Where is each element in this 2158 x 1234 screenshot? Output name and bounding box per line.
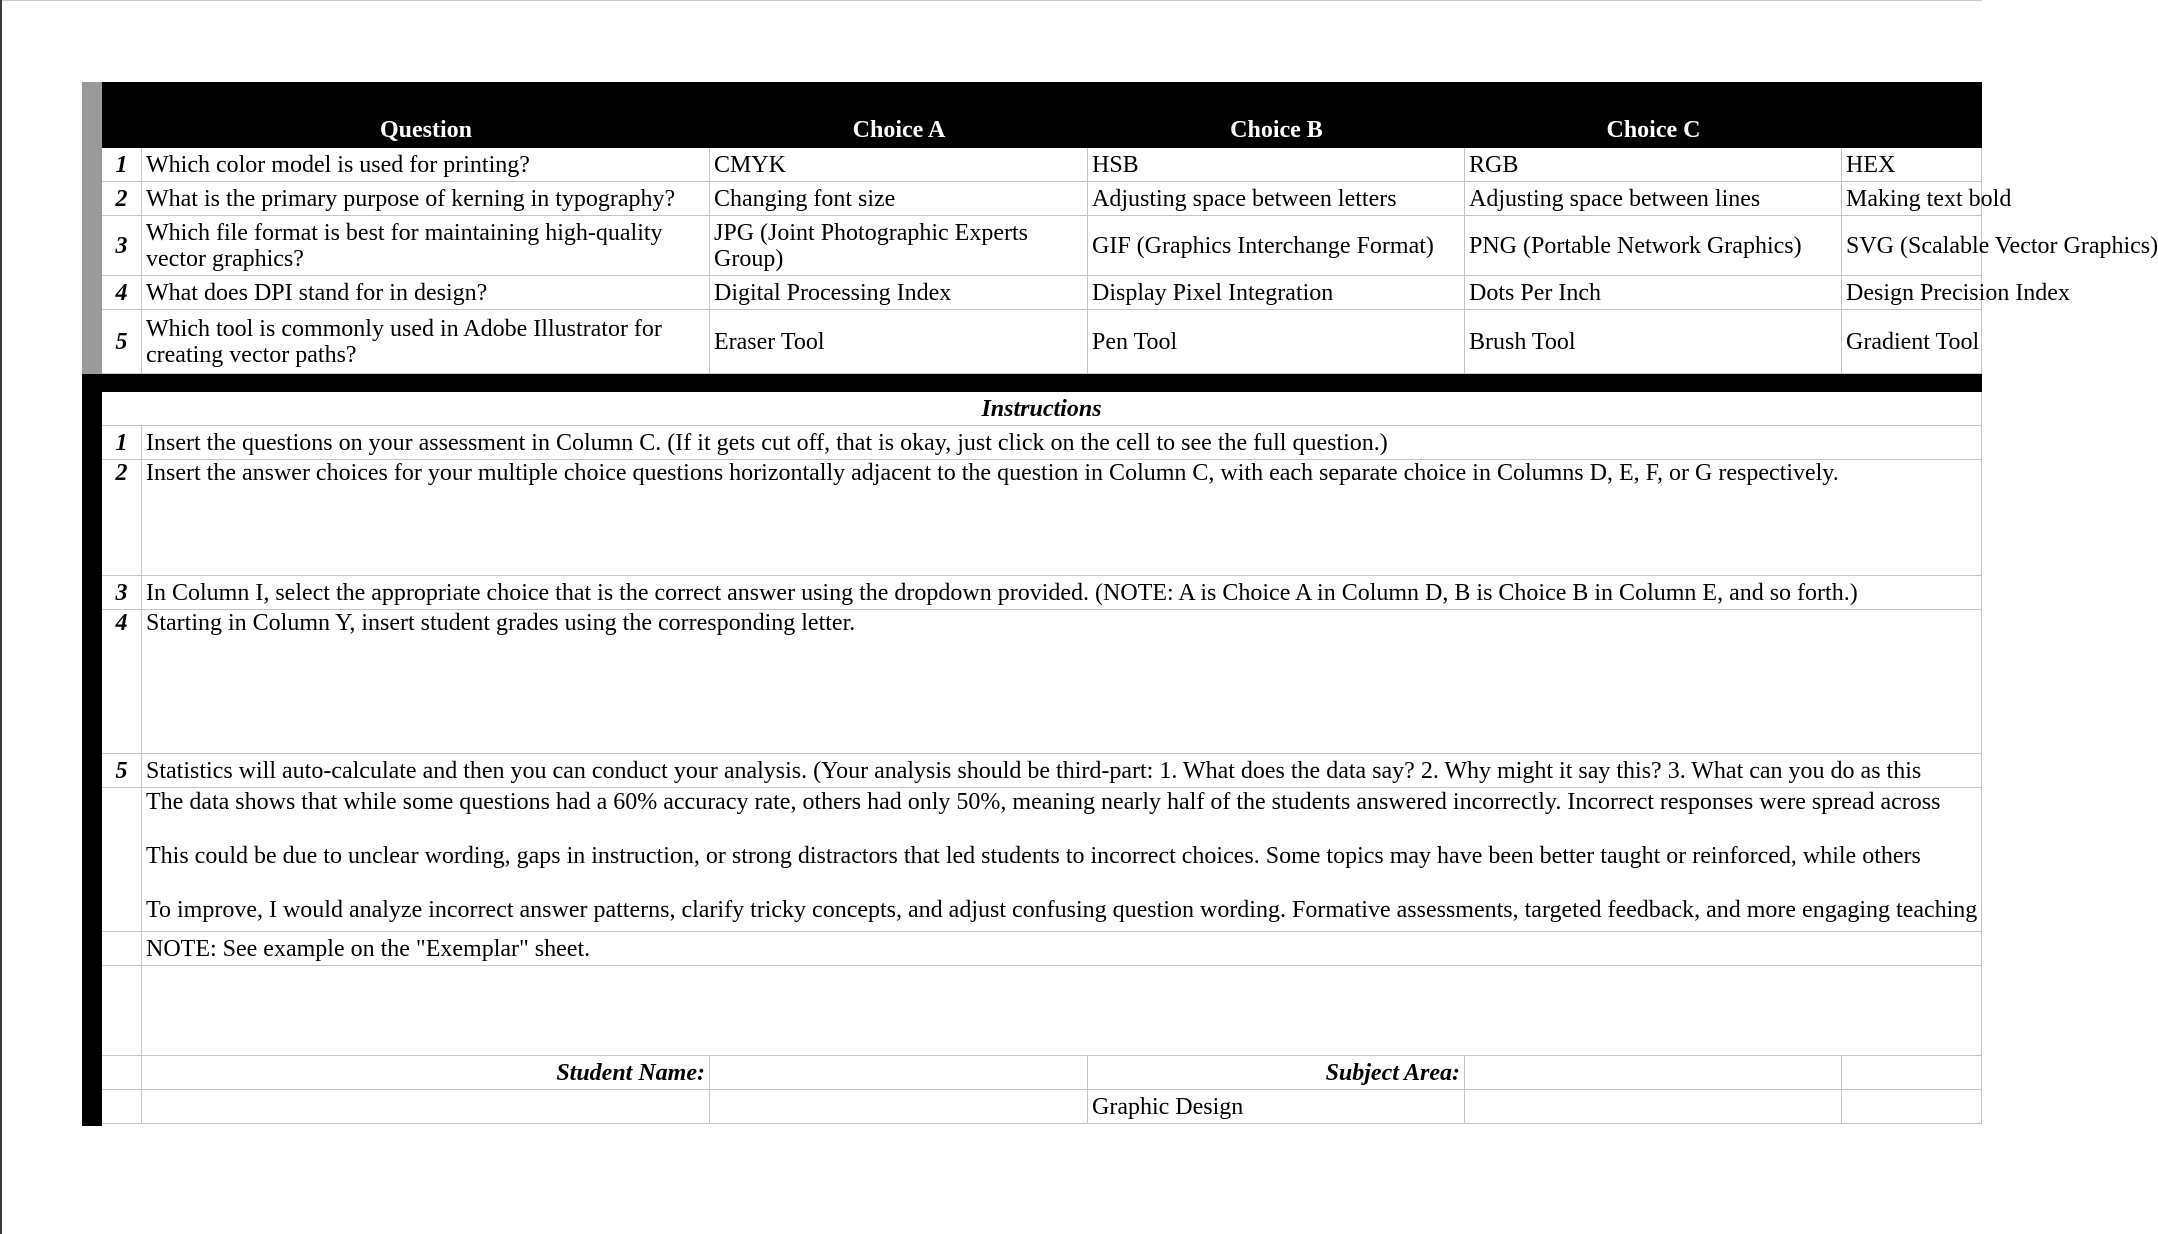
header-choice-a[interactable]: Choice A — [852, 117, 946, 143]
choice-c-cell[interactable]: Brush Tool — [1465, 310, 1842, 374]
instruction-text[interactable]: In Column I, select the appropriate choice that is the correct answer using the dropdown provided. (NOTE: A is Choice A in Column D, B is Choice B in Column E, and so forth.) — [142, 576, 1982, 610]
row-number: 3 — [102, 216, 142, 276]
choice-b-cell[interactable]: GIF (Graphics Interchange Format) — [1088, 216, 1465, 276]
choice-b-cell[interactable]: Display Pixel Integration — [1088, 276, 1465, 310]
analysis-cell[interactable] — [142, 788, 1982, 932]
header-choice-d[interactable] — [1842, 82, 1982, 148]
choice-c-cell[interactable]: RGB — [1465, 148, 1842, 182]
header-choice-c[interactable]: Choice C — [1606, 117, 1701, 143]
instruction-text[interactable]: Insert the answer choices for your multiple choice questions horizontally adjacent to the question in Column C, with each separate choice in Columns D, E, F, or G respectively. — [142, 460, 1982, 576]
row-number: 2 — [102, 182, 142, 216]
choice-a-cell[interactable]: JPG (Joint Photographic Experts Group) — [710, 216, 1088, 276]
choice-d-cell[interactable]: Gradient Tool — [1842, 310, 1982, 374]
row-number: 4 — [102, 276, 142, 310]
instructions-title: Instructions — [102, 392, 1982, 426]
instruction-text[interactable]: Statistics will auto-calculate and then you can conduct your analysis. (Your analysis should be third-part: 1. What does the data say? 2. Why might it say this? 3. What can you do as this — [142, 754, 1982, 788]
choice-a-cell[interactable]: CMYK — [710, 148, 1088, 182]
choice-c-cell[interactable]: Adjusting space between lines — [1465, 182, 1842, 216]
analysis-paragraph: This could be due to unclear wording, gaps in instruction, or strong distractors that led students to incorrect choices. Some topics may have been better taught or reinforced, while others — [146, 843, 1921, 869]
instruction-number: 3 — [102, 576, 142, 610]
question-cell[interactable]: What does DPI stand for in design? — [142, 276, 710, 310]
row-header-strip-black — [82, 374, 102, 1126]
instruction-number: 5 — [102, 754, 142, 788]
student-name-input[interactable] — [710, 1056, 1088, 1090]
spreadsheet — [82, 82, 2158, 1126]
empty-cell[interactable] — [1465, 1090, 1842, 1124]
instruction-number: 1 — [102, 426, 142, 460]
question-cell[interactable]: Which color model is used for printing? — [142, 148, 710, 182]
question-cell[interactable]: What is the primary purpose of kerning in typography? — [142, 182, 710, 216]
choice-d-cell[interactable]: Making text bold — [1842, 182, 1982, 216]
choice-d-cell[interactable]: HEX — [1842, 148, 1982, 182]
empty-row-number — [102, 932, 142, 966]
sheet-top-border — [0, 0, 1982, 1]
instruction-number: 4 — [102, 610, 142, 754]
row-header-strip-gray — [82, 82, 102, 374]
empty-cell[interactable] — [710, 1090, 1088, 1124]
section-divider — [102, 374, 1982, 392]
instruction-number: 2 — [102, 460, 142, 576]
student-name-label: Student Name: — [142, 1056, 710, 1090]
subject-area-label: Subject Area: — [1088, 1056, 1465, 1090]
choice-c-cell[interactable]: Dots Per Inch — [1465, 276, 1842, 310]
choice-b-cell[interactable]: Adjusting space between letters — [1088, 182, 1465, 216]
choice-d-cell[interactable]: Design Precision Index — [1842, 276, 1982, 310]
analysis-paragraph: The data shows that while some questions had a 60% accuracy rate, others had only 50%, meaning nearly half of the students answered incorrectly. Incorrect responses were spread across — [146, 789, 1941, 815]
row-number: 5 — [102, 310, 142, 374]
choice-a-cell[interactable]: Eraser Tool — [710, 310, 1088, 374]
choice-b-cell[interactable]: HSB — [1088, 148, 1465, 182]
empty-cell[interactable] — [1842, 1056, 1982, 1090]
choice-b-cell[interactable]: Pen Tool — [1088, 310, 1465, 374]
instruction-text[interactable]: Starting in Column Y, insert student grades using the corresponding letter. — [142, 610, 1982, 754]
empty-cell[interactable] — [1465, 1056, 1842, 1090]
analysis-paragraph: To improve, I would analyze incorrect answer patterns, clarify tricky concepts, and adjust confusing question wording. Formative assessments, targeted feedback, and more engaging teaching — [146, 897, 1978, 923]
empty-row-number — [102, 1090, 142, 1124]
choice-a-cell[interactable]: Digital Processing Index — [710, 276, 1088, 310]
empty-cell[interactable] — [142, 1090, 710, 1124]
header-choice-b[interactable]: Choice B — [1230, 117, 1323, 143]
choice-d-cell[interactable]: SVG (Scalable Vector Graphics) — [1842, 216, 1982, 276]
window-left-border — [0, 0, 2, 1234]
empty-cell[interactable] — [142, 966, 1982, 1056]
subject-area-value[interactable]: Graphic Design — [1088, 1090, 1465, 1124]
header-question[interactable]: Question — [379, 117, 472, 143]
choice-a-cell[interactable]: Changing font size — [710, 182, 1088, 216]
question-cell[interactable]: Which tool is commonly used in Adobe Illustrator for creating vector paths? — [142, 310, 710, 374]
empty-row-number — [102, 788, 142, 932]
empty-cell[interactable] — [1842, 1090, 1982, 1124]
question-cell[interactable]: Which file format is best for maintaining high-quality vector graphics? — [142, 216, 710, 276]
note-cell[interactable]: NOTE: See example on the "Exemplar" sheet. — [142, 932, 1982, 966]
choice-c-cell[interactable]: PNG (Portable Network Graphics) — [1465, 216, 1842, 276]
empty-row-number — [102, 966, 142, 1056]
row-number: 1 — [102, 148, 142, 182]
empty-row-number — [102, 1056, 142, 1090]
instruction-text[interactable]: Insert the questions on your assessment in Column C. (If it gets cut off, that is okay, just click on the cell to see the full question.) — [142, 426, 1982, 460]
